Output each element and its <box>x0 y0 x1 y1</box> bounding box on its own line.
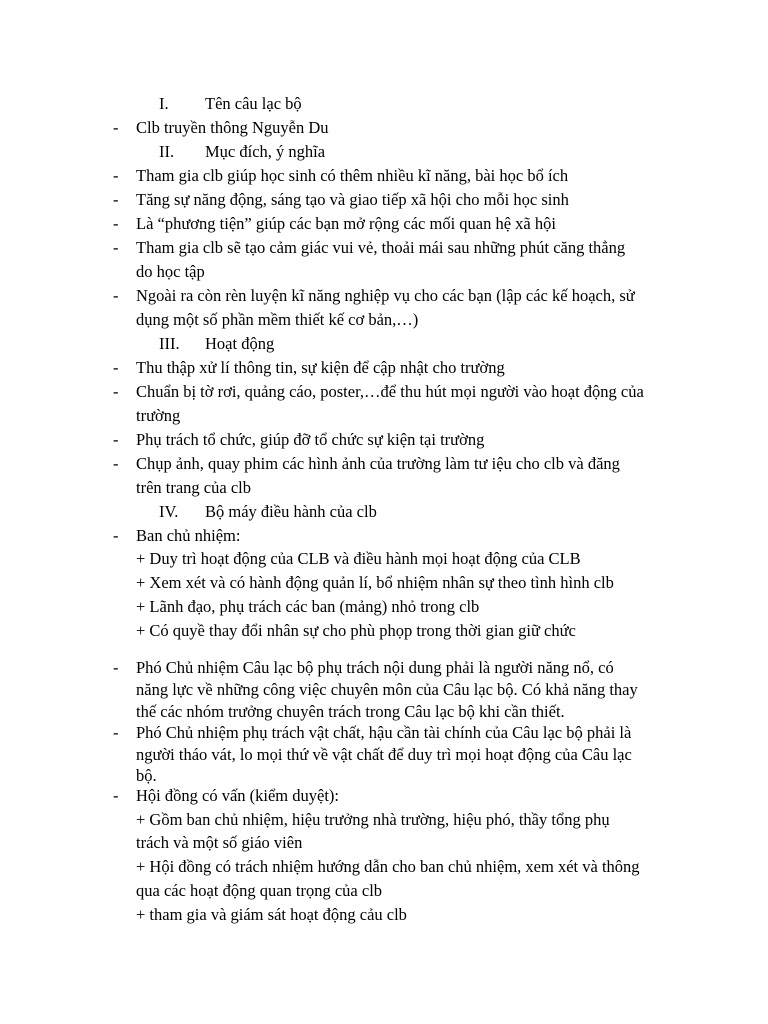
list-item: Là “phương tiện” giúp các bạn mở rộng các mối quan hệ xã hội <box>136 214 556 233</box>
list-item-continuation: dụng một số phần mềm thiết kế cơ bản,…) <box>136 310 419 329</box>
list-item: Ngoài ra còn rèn luyện kĩ năng nghiệp vụ cho các bạn (lập các kế hoạch, sử <box>136 286 635 305</box>
list-bullet: - <box>113 430 119 449</box>
council-line: qua các hoạt động quan trọng của clb <box>136 881 383 900</box>
sub-list-item: + Có quyề thay đổi nhân sự cho phù phọp trong thời gian giữ chức <box>136 621 576 640</box>
paragraph-line: thế các nhóm trưởng chuyên trách trong Câu lạc bộ khi cần thiết. <box>136 702 565 721</box>
paragraph-line: người tháo vát, lo mọi thứ về vật chất để duy trì mọi hoạt động của Câu lạc <box>136 745 632 764</box>
list-item: Tham gia clb giúp học sinh có thêm nhiều kĩ năng, bài học bổ ích <box>136 166 569 185</box>
list-bullet: - <box>113 118 119 137</box>
list-item: Hội đồng có vấn (kiểm duyệt): <box>136 786 339 805</box>
section-numeral: I. <box>159 94 169 113</box>
council-line: + Hội đồng có trách nhiệm hướng dẫn cho ban chủ nhiệm, xem xét và thông <box>136 857 640 876</box>
list-bullet: - <box>113 190 119 209</box>
council-line: + tham gia và giám sát hoạt động cảu clb <box>136 905 407 924</box>
section-numeral: II. <box>159 142 175 161</box>
paragraph-line: Phó Chủ nhiệm Câu lạc bộ phụ trách nội dung phải là người năng nổ, có <box>136 658 614 677</box>
list-item-continuation: do học tập <box>136 262 205 281</box>
list-bullet: - <box>113 658 119 677</box>
sub-list-item: + Lãnh đạo, phụ trách các ban (mảng) nhỏ trong clb <box>136 597 480 616</box>
section-heading: Bộ máy điều hành của clb <box>205 502 377 521</box>
list-bullet: - <box>113 786 119 805</box>
list-item: Clb truyền thông Nguyễn Du <box>136 118 329 137</box>
section-heading: Mục đích, ý nghĩa <box>205 142 326 161</box>
section-numeral: IV. <box>159 502 179 521</box>
list-item-continuation: trường <box>136 406 181 425</box>
section-numeral: III. <box>159 334 180 353</box>
list-bullet: - <box>113 526 119 545</box>
sub-list-item: + Xem xét và có hành động quản lí, bổ nhiệm nhân sự theo tình hình clb <box>136 573 614 592</box>
list-bullet: - <box>113 238 119 257</box>
list-bullet: - <box>113 214 119 233</box>
list-bullet: - <box>113 358 119 377</box>
list-item: Tham gia clb sẽ tạo cảm giác vui vẻ, thoải mái sau những phút căng thẳng <box>136 238 626 257</box>
list-item: Chuẩn bị tờ rơi, quảng cáo, poster,…để thu hút mọi người vào hoạt động của <box>136 382 644 401</box>
section-heading: Hoạt động <box>205 334 275 353</box>
list-bullet: - <box>113 382 119 401</box>
list-item: Thu thập xử lí thông tin, sự kiện để cập nhật cho trường <box>136 358 505 377</box>
list-bullet: - <box>113 454 119 473</box>
section-heading: Tên câu lạc bộ <box>205 94 302 113</box>
paragraph-line: bộ. <box>136 766 157 785</box>
paragraph-line: năng lực về những công việc chuyên môn của Câu lạc bộ. Có khả năng thay <box>136 680 638 699</box>
list-bullet: - <box>113 723 119 742</box>
council-line: trách và một số giáo viên <box>136 833 303 852</box>
sub-list-item: + Duy trì hoạt động của CLB và điều hành mọi hoạt động của CLB <box>136 549 581 568</box>
list-item: Tăng sự năng động, sáng tạo và giao tiếp xã hội cho mỗi học sinh <box>136 190 569 209</box>
list-item: Phụ trách tổ chức, giúp đỡ tổ chức sự kiện tại trường <box>136 430 485 449</box>
list-bullet: - <box>113 286 119 305</box>
list-item: Chụp ảnh, quay phim các hình ảnh của trường làm tư iệu cho clb và đăng <box>136 454 620 473</box>
paragraph-line: Phó Chủ nhiệm phụ trách vật chất, hậu cần tài chính của Câu lạc bộ phải là <box>136 723 632 742</box>
list-item: Ban chủ nhiệm: <box>136 526 241 545</box>
council-line: + Gồm ban chủ nhiệm, hiệu trưởng nhà trường, hiệu phó, thầy tổng phụ <box>136 810 610 829</box>
list-item-continuation: trên trang của clb <box>136 478 251 497</box>
list-bullet: - <box>113 166 119 185</box>
